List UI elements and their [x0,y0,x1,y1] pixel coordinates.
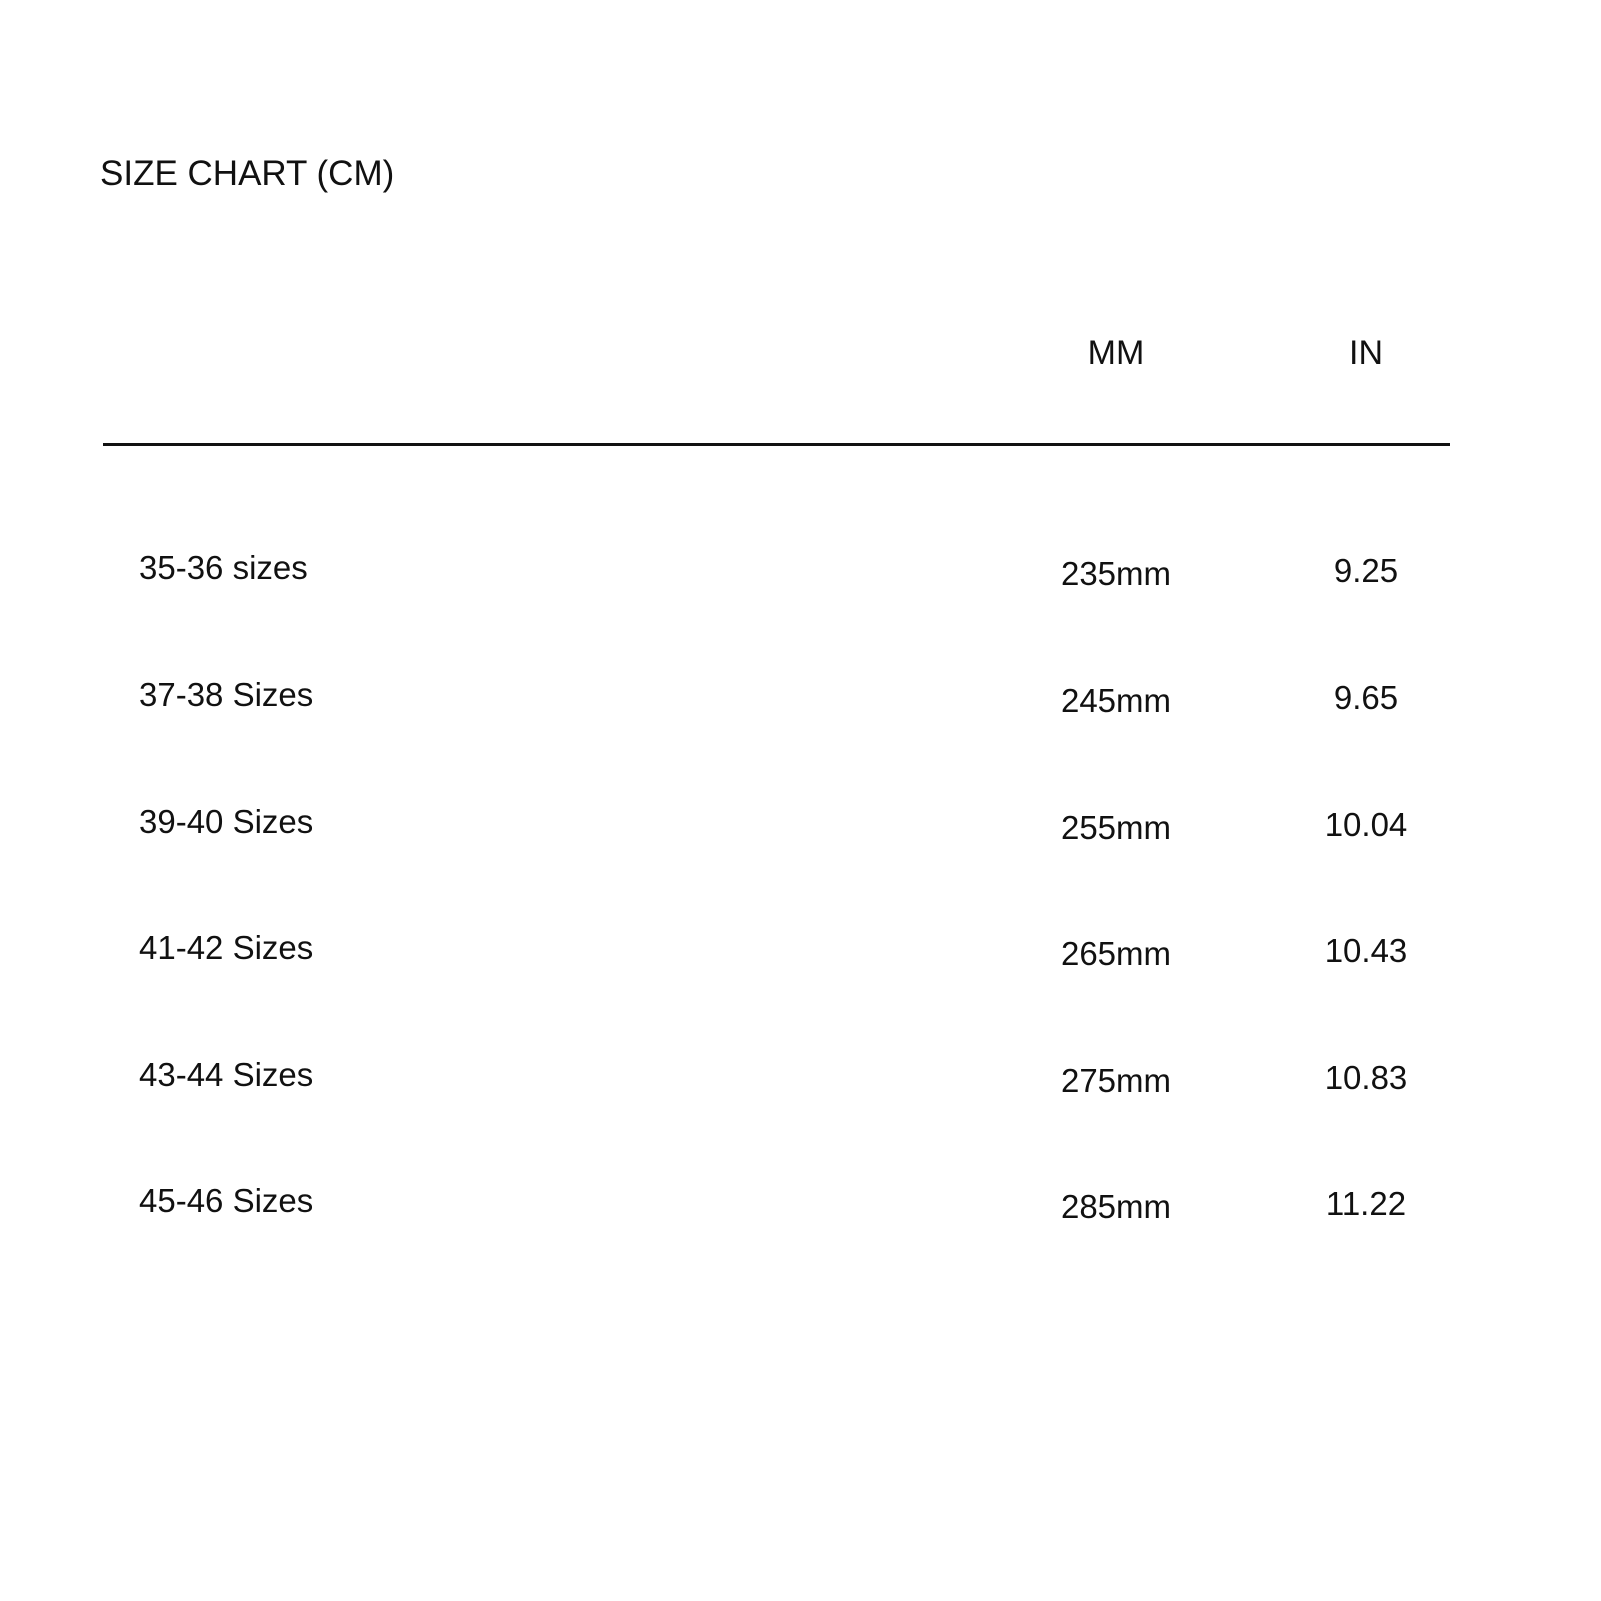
in-value: 9.25 [1333,552,1399,589]
mm-value: 255mm [1060,809,1172,846]
size-label: 37-38 Sizes [139,676,314,713]
mm-value: 265mm [1060,935,1172,972]
table-row [0,1181,1601,1241]
size-label: 45-46 Sizes [139,1182,314,1219]
table-row [0,802,1601,862]
column-header-in: IN [1349,334,1383,372]
mm-value: 235mm [1060,555,1172,592]
table-row [0,548,1601,608]
mm-value: 275mm [1060,1062,1172,1099]
size-label: 41-42 Sizes [139,929,314,966]
table-row [0,675,1601,735]
mm-value: 285mm [1060,1188,1172,1225]
table-row [0,928,1601,988]
in-value: 9.65 [1333,679,1399,716]
page-title: SIZE CHART (CM) [100,154,395,193]
column-header-mm: MM [1087,334,1145,372]
in-value: 10.04 [1324,806,1408,843]
size-label: 39-40 Sizes [139,803,314,840]
table-row [0,1055,1601,1115]
mm-value: 245mm [1060,682,1172,719]
in-value: 11.22 [1325,1185,1407,1222]
size-label: 43-44 Sizes [139,1056,314,1093]
size-label: 35-36 sizes [139,549,308,586]
in-value: 10.83 [1324,1059,1408,1096]
in-value: 10.43 [1324,932,1408,969]
